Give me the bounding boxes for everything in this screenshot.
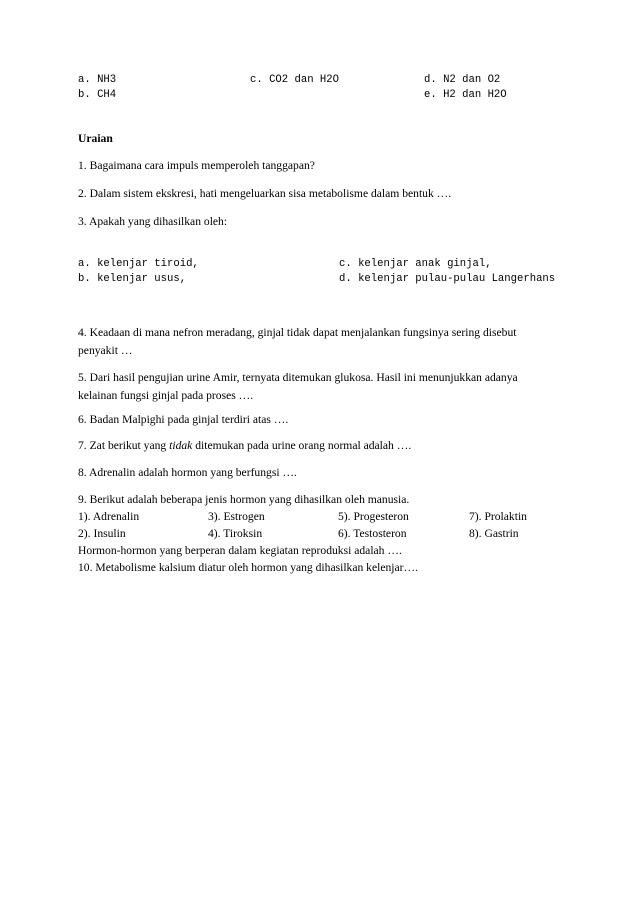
- question-4-line2: penyakit …: [78, 344, 133, 357]
- question-8: 8. Adrenalin adalah hormon yang berfungsi ….: [78, 466, 297, 479]
- option-a: a. NH3: [78, 74, 117, 86]
- question-9-prompt: Hormon-hormon yang berperan dalam kegiatan reproduksi adalah ….: [78, 544, 402, 557]
- question-5-line2: kelainan fungsi ginjal pada proses ….: [78, 389, 254, 402]
- question-4-line1: 4. Keadaan di mana nefron meradang, ginjal tidak dapat menjalankan fungsinya sering disebut: [78, 326, 517, 339]
- question-5-line1: 5. Dari hasil pengujian urine Amir, ternyata ditemukan glukosa. Hasil ini menunjukkan adanya: [78, 371, 518, 384]
- q7-italic-word: tidak: [169, 439, 193, 452]
- section-heading: Uraian: [78, 132, 113, 145]
- hormone-2: 2). Insulin: [78, 527, 126, 540]
- hormone-3: 3). Estrogen: [208, 510, 265, 523]
- hormone-7: 7). Prolaktin: [469, 510, 527, 523]
- option-b: b. CH4: [78, 89, 117, 101]
- q3-option-b: b. kelenjar usus,: [78, 273, 187, 285]
- hormone-1: 1). Adrenalin: [78, 510, 140, 523]
- question-2: 2. Dalam sistem ekskresi, hati mengeluarkan sisa metabolisme dalam bentuk ….: [78, 187, 452, 200]
- question-10: 10. Metabolisme kalsium diatur oleh hormon yang dihasilkan kelenjar….: [78, 561, 419, 574]
- q7-after: ditemukan pada urine orang normal adalah ….: [192, 439, 412, 452]
- hormone-8: 8). Gastrin: [469, 527, 519, 540]
- hormone-6: 6). Testosteron: [338, 527, 407, 540]
- question-7: [78, 439, 411, 452]
- option-e: e. H2 dan H2O: [424, 89, 507, 101]
- q3-option-a: a. kelenjar tiroid,: [78, 258, 199, 270]
- question-6: 6. Badan Malpighi pada ginjal terdiri atas ….: [78, 413, 289, 426]
- question-3: 3. Apakah yang dihasilkan oleh:: [78, 215, 228, 228]
- q3-option-d: d. kelenjar pulau-pulau Langerhans: [339, 273, 556, 285]
- option-d: d. N2 dan O2: [424, 74, 501, 86]
- question-1: 1. Bagaimana cara impuls memperoleh tanggapan?: [78, 159, 315, 172]
- question-9: 9. Berikut adalah beberapa jenis hormon yang dihasilkan oleh manusia.: [78, 493, 410, 506]
- hormone-5: 5). Progesteron: [338, 510, 409, 523]
- hormone-4: 4). Tiroksin: [208, 527, 263, 540]
- option-c: c. CO2 dan H2O: [250, 74, 340, 86]
- q7-before: 7. Zat berikut yang: [78, 439, 170, 452]
- q3-option-c: c. kelenjar anak ginjal,: [339, 258, 492, 270]
